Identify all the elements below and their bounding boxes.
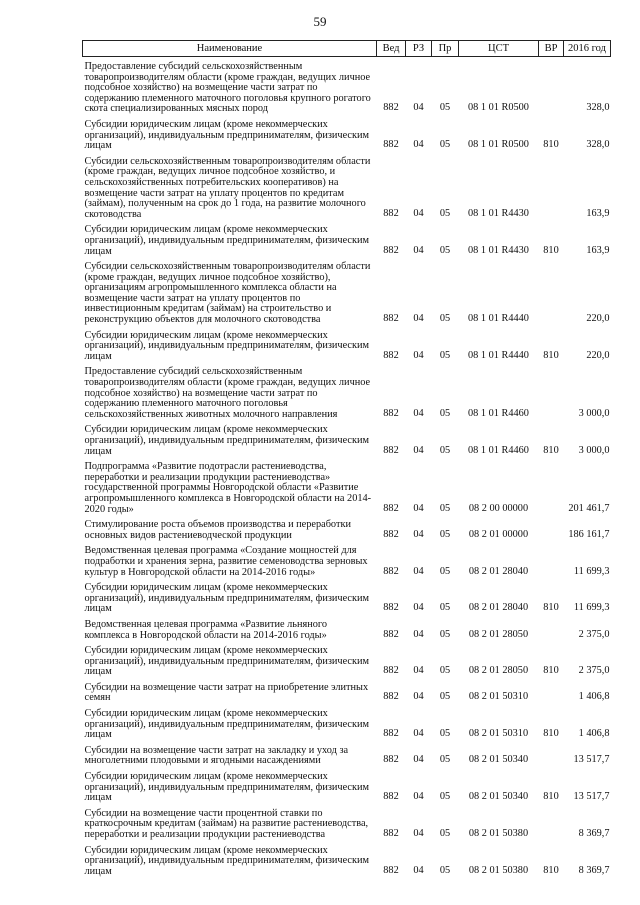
row-rz: 04 xyxy=(413,754,424,766)
row-name: Субсидии на возмещение части процентной ставки по краткосрочным кредитам (займам) на развитие растениеводства, переработки и реализации продукции растениеводства xyxy=(84,807,369,840)
row-vr: 810 xyxy=(543,665,559,677)
row-name: Ведомственная целевая программа «Развитие льняного комплекса в Новгородской области на 2014-2016 годы» xyxy=(84,618,327,641)
table-row xyxy=(83,578,611,615)
table-header xyxy=(83,41,611,57)
row-name: Субсидии юридическим лицам (кроме некоммерческих организаций), индивидуальным предпринимателям, физическим лицам xyxy=(84,118,370,152)
row-rz: 04 xyxy=(413,313,424,325)
row-amount: 2 375,0 xyxy=(578,628,610,640)
row-rz: 04 xyxy=(413,207,424,219)
table-row xyxy=(83,704,611,741)
row-amount: 186 161,7 xyxy=(568,528,610,540)
row-pr: 05 xyxy=(439,102,451,114)
row-name: Субсидии на возмещение части затрат на закладку и уход за многолетними плодовыми и ягодными насаждениями xyxy=(84,744,349,767)
row-cst: 08 1 01 R4460 xyxy=(468,444,529,456)
row-name: Субсидии юридическим лицам (кроме некоммерческих организаций), индивидуальным предпринимателям, физическим лицам xyxy=(84,329,370,362)
row-name: Субсидии сельскохозяйственным товаропроизводителям области (кроме граждан, ведущих личное подсобное хозяйство, и сельскохозяйственных потребительских кооперативов) на возмещение части затрат на уплату процентов по кредитам (займам), полученным на срок до 1 года, на развитие молочного скотоводства xyxy=(84,155,371,220)
row-amount: 11 699,3 xyxy=(573,602,610,614)
row-vr xyxy=(539,515,564,541)
row-amount: 163,9 xyxy=(586,244,610,256)
row-rz: 04 xyxy=(413,565,424,577)
row-ved: 882 xyxy=(383,691,399,703)
row-name: Субсидии юридическим лицам (кроме некоммерческих организаций), индивидуальным предпринимателям, физическим лицам xyxy=(84,771,370,804)
row-ved: 882 xyxy=(383,528,399,540)
row-pr: 05 xyxy=(439,139,451,151)
row-amount: 328,0 xyxy=(586,139,610,151)
row-amount: 1 406,8 xyxy=(578,728,610,740)
row-amount: 13 517,7 xyxy=(573,754,610,766)
row-cst: 08 2 01 50380 xyxy=(468,828,529,839)
table-row xyxy=(83,220,611,257)
row-vr xyxy=(539,152,564,221)
row-cst: 08 1 01 R4430 xyxy=(468,244,529,256)
row-rz: 04 xyxy=(413,791,424,803)
header-vr: ВР xyxy=(539,41,564,57)
table-row xyxy=(83,115,611,152)
row-rz: 04 xyxy=(413,665,424,677)
row-amount: 163,9 xyxy=(586,207,610,219)
row-ved: 882 xyxy=(383,102,399,114)
row-vr: 810 xyxy=(543,864,559,876)
row-amount: 8 369,7 xyxy=(578,864,610,876)
row-pr: 05 xyxy=(439,828,451,839)
row-pr: 05 xyxy=(439,565,451,577)
row-ved: 882 xyxy=(383,207,399,219)
table-row xyxy=(83,741,611,767)
header-cst: ЦСТ xyxy=(459,41,539,57)
row-rz: 04 xyxy=(413,728,424,740)
row-pr: 05 xyxy=(439,665,451,677)
row-ved: 882 xyxy=(383,665,399,677)
row-pr: 05 xyxy=(439,244,451,256)
row-rz: 04 xyxy=(413,628,424,640)
row-cst: 08 2 01 50340 xyxy=(468,791,529,803)
row-pr: 05 xyxy=(439,313,451,325)
row-rz: 04 xyxy=(413,602,424,614)
row-name: Предоставление субсидий сельскохозяйственным товаропроизводителям области (кроме граждан, ведущих личное подсобное хозяйство) на возмещение части затрат по содержанию племенного маточного поголовья сельскохозяйственных животных молочного направления xyxy=(84,366,371,420)
row-name: Субсидии юридическим лицам (кроме некоммерческих организаций), индивидуальным предпринимателям, физическим лицам xyxy=(84,708,370,741)
row-pr: 05 xyxy=(439,502,451,514)
table-row xyxy=(83,615,611,641)
row-cst: 08 2 01 28050 xyxy=(468,628,529,640)
table-row xyxy=(83,541,611,578)
row-cst: 08 1 01 R4440 xyxy=(468,349,529,361)
table-row xyxy=(83,420,611,457)
header-rz: РЗ xyxy=(406,41,432,57)
row-pr: 05 xyxy=(439,207,451,219)
row-rz: 04 xyxy=(413,864,424,876)
row-ved: 882 xyxy=(383,728,399,740)
row-amount: 13 517,7 xyxy=(573,791,610,803)
row-rz: 04 xyxy=(413,349,424,361)
row-ved: 882 xyxy=(383,565,399,577)
row-rz: 04 xyxy=(413,528,424,540)
row-amount: 1 406,8 xyxy=(578,691,610,703)
table-row xyxy=(83,678,611,704)
row-vr xyxy=(539,362,564,420)
row-pr: 05 xyxy=(439,791,451,803)
row-name: Ведомственная целевая программа «Создание мощностей для подработки и хранения зерна, развитие семеноводства зерновых культур в Новгородской области на 2014-2016 годы» xyxy=(84,545,368,578)
row-rz: 04 xyxy=(413,444,424,456)
row-ved: 882 xyxy=(383,602,399,614)
table-row xyxy=(83,767,611,804)
row-amount: 11 699,3 xyxy=(573,565,610,577)
row-cst: 08 2 01 50340 xyxy=(468,754,529,766)
header-name: Наименование xyxy=(83,41,377,57)
row-vr xyxy=(539,741,564,767)
table-row xyxy=(83,152,611,221)
row-name: Субсидии на возмещение части затрат на приобретение элитных семян xyxy=(84,681,369,704)
row-vr xyxy=(539,457,564,515)
row-cst: 08 1 01 R0500 xyxy=(468,102,529,114)
row-pr: 05 xyxy=(439,754,451,766)
header-ved: Вед xyxy=(377,41,406,57)
row-vr: 810 xyxy=(543,602,559,614)
budget-table xyxy=(82,40,611,877)
row-vr xyxy=(539,541,564,578)
row-rz: 04 xyxy=(413,502,424,514)
row-pr: 05 xyxy=(439,864,451,876)
row-name: Субсидии юридическим лицам (кроме некоммерческих организаций), индивидуальным предпринимателям, физическим лицам xyxy=(84,424,370,457)
row-ved: 882 xyxy=(383,313,399,325)
row-vr xyxy=(539,57,564,115)
row-name: Субсидии сельскохозяйственным товаропроизводителям области (кроме граждан, ведущих личное подсобное хозяйство), организациям агропромышленного комплекса области на возмещение части затрат на уплату процентов по инвестиционным кредитам (займам) на строительство и реконструкцию объектов для молочного скотоводства xyxy=(84,261,371,326)
row-name: Субсидии юридическим лицам (кроме некоммерческих организаций), индивидуальным предпринимателям, физическим лицам xyxy=(84,645,370,678)
row-vr xyxy=(539,257,564,326)
row-name: Стимулирование роста объемов производства и переработки основных видов растениеводческой продукции xyxy=(84,519,351,541)
row-rz: 04 xyxy=(413,244,424,256)
row-pr: 05 xyxy=(439,602,451,614)
row-amount: 220,0 xyxy=(586,349,610,361)
table-row xyxy=(83,326,611,363)
row-ved: 882 xyxy=(383,864,399,876)
row-ved: 882 xyxy=(383,407,399,419)
row-cst: 08 2 01 28040 xyxy=(468,602,529,614)
row-cst: 08 2 01 50310 xyxy=(468,728,529,740)
row-vr: 810 xyxy=(543,791,559,803)
row-amount: 201 461,7 xyxy=(568,502,610,514)
row-ved: 882 xyxy=(383,791,399,803)
row-ved: 882 xyxy=(383,628,399,640)
page-number: 59 xyxy=(313,14,327,29)
row-rz: 04 xyxy=(413,828,424,839)
row-vr: 810 xyxy=(543,139,559,151)
row-ved: 882 xyxy=(383,754,399,766)
header-pr: Пр xyxy=(432,41,459,57)
row-cst: 08 2 01 28050 xyxy=(468,665,529,677)
row-rz: 04 xyxy=(413,407,424,419)
row-name: Субсидии юридическим лицам (кроме некоммерческих организаций), индивидуальным предпринимателям, физическим лицам xyxy=(84,582,370,615)
row-cst: 08 2 00 00000 xyxy=(468,502,529,514)
table-row xyxy=(83,57,611,115)
row-cst: 08 2 01 28040 xyxy=(468,565,529,577)
row-name: Субсидии юридическим лицам (кроме некоммерческих организаций), индивидуальным предпринимателям, физическим лицам xyxy=(84,224,370,257)
row-pr: 05 xyxy=(439,528,451,540)
row-vr xyxy=(539,804,564,841)
table-row xyxy=(83,362,611,420)
row-amount: 3 000,0 xyxy=(578,444,610,456)
row-vr: 810 xyxy=(543,728,559,740)
row-cst: 08 1 01 R4430 xyxy=(468,207,529,219)
row-pr: 05 xyxy=(439,407,451,419)
row-cst: 08 2 01 50310 xyxy=(468,691,529,703)
row-vr: 810 xyxy=(543,349,559,361)
row-ved: 882 xyxy=(383,349,399,361)
row-name: Субсидии юридическим лицам (кроме некоммерческих организаций), индивидуальным предпринимателям, физическим лицам xyxy=(84,844,370,877)
row-cst: 08 1 01 R0500 xyxy=(468,139,529,151)
row-pr: 05 xyxy=(439,728,451,740)
row-name: Предоставление субсидий сельскохозяйственным товаропроизводителям области (кроме граждан, ведущих личное подсобное хозяйство) на возмещение части затрат по содержанию племенного маточного поголовья крупного рогатого скота специализированных мясных пород xyxy=(84,61,371,115)
table-row xyxy=(83,257,611,326)
row-pr: 05 xyxy=(439,628,451,640)
row-cst: 08 2 01 00000 xyxy=(468,528,529,540)
table-row xyxy=(83,515,611,541)
row-vr xyxy=(539,615,564,641)
row-pr: 05 xyxy=(439,349,451,361)
row-ved: 882 xyxy=(383,502,399,514)
table-row xyxy=(83,641,611,678)
row-amount: 220,0 xyxy=(586,313,610,325)
row-pr: 05 xyxy=(439,444,451,456)
row-cst: 08 1 01 R4440 xyxy=(468,313,529,325)
row-cst: 08 2 01 50380 xyxy=(468,864,529,876)
row-ved: 882 xyxy=(383,828,399,839)
row-ved: 882 xyxy=(383,139,399,151)
row-vr: 810 xyxy=(543,244,559,256)
row-rz: 04 xyxy=(413,102,424,114)
table-row xyxy=(83,804,611,841)
row-vr: 810 xyxy=(543,444,559,456)
row-vr xyxy=(539,678,564,704)
row-ved: 882 xyxy=(383,244,399,256)
row-ved: 882 xyxy=(383,444,399,456)
header-year: 2016 год xyxy=(564,41,611,57)
row-cst: 08 1 01 R4460 xyxy=(468,407,529,419)
table-body xyxy=(83,57,611,878)
row-rz: 04 xyxy=(413,139,424,151)
table-row xyxy=(83,457,611,515)
row-pr: 05 xyxy=(439,691,451,703)
row-name: Подпрограмма «Развитие подотрасли растениеводства, переработки и реализации продукции растениеводства» государственной программы Новгородской области «Развитие агропромышленного комплекса в Новгородской области на 2014-2020 годы» xyxy=(84,461,372,515)
row-amount: 328,0 xyxy=(586,102,610,114)
row-amount: 2 375,0 xyxy=(578,665,610,677)
row-rz: 04 xyxy=(413,691,424,703)
row-amount: 8 369,7 xyxy=(578,828,610,839)
row-amount: 3 000,0 xyxy=(578,407,610,419)
table-row xyxy=(83,841,611,878)
